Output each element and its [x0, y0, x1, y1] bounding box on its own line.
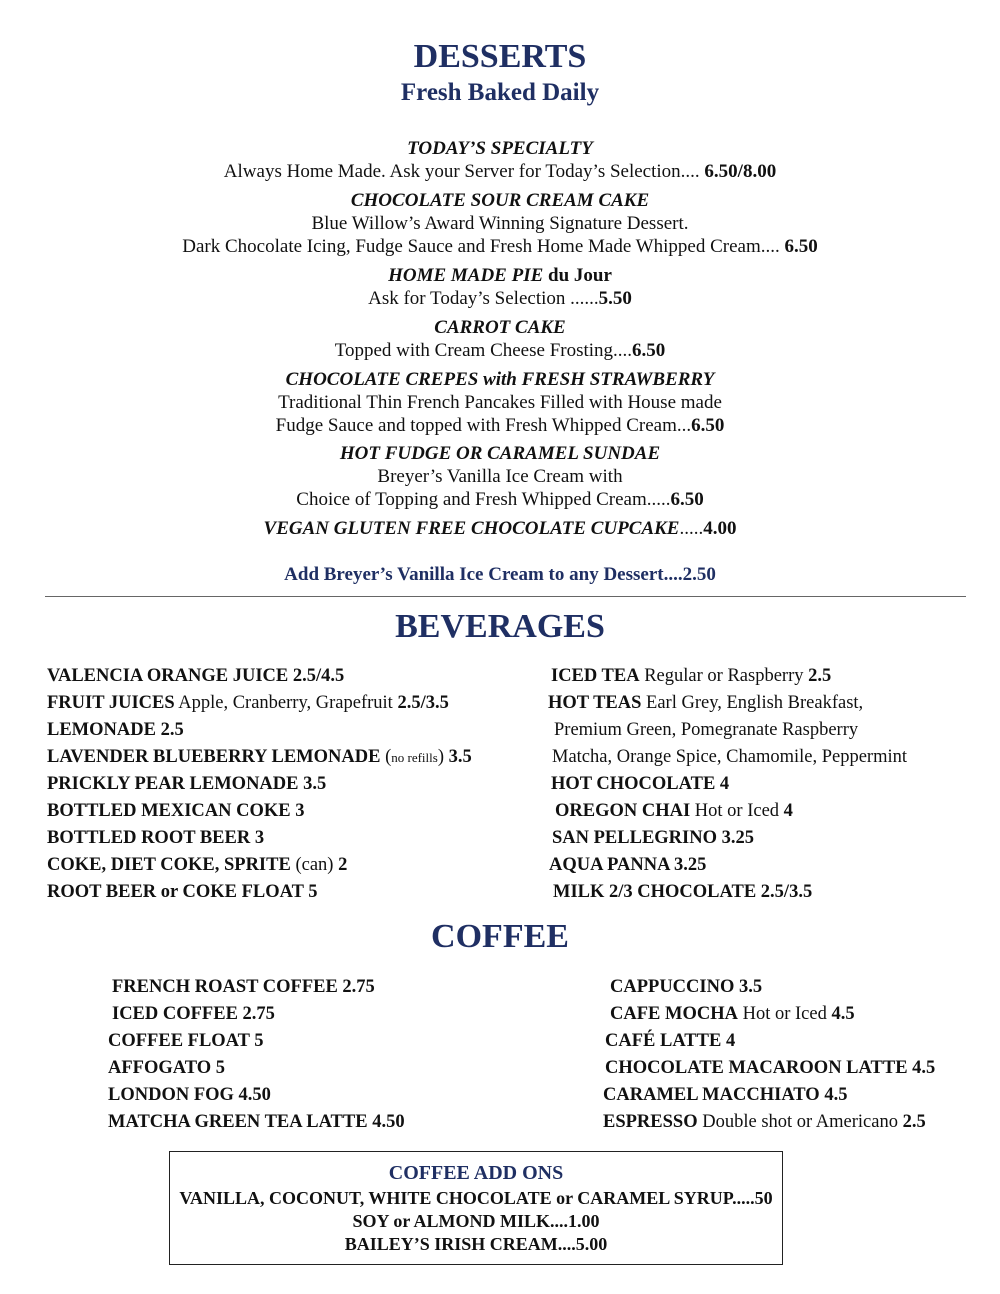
beverage-item: AQUA PANNA 3.25: [549, 855, 707, 875]
beverage-item: ICED TEA Regular or Raspberry 2.5: [551, 666, 832, 686]
beverage-item: Matcha, Orange Spice, Chamomile, Peppermint: [552, 747, 908, 767]
beverage-item: Premium Green, Pomegranate Raspberry: [554, 720, 859, 740]
coffee-item: CAFÉ LATTE 4: [605, 1031, 736, 1051]
desserts-subtitle: Fresh Baked Daily: [400, 79, 600, 106]
coffee-addon-line: BAILEY’S IRISH CREAM....5.00: [344, 1234, 608, 1254]
beverage-item: HOT CHOCOLATE 4: [551, 774, 730, 794]
coffee-addon-line: VANILLA, COCONUT, WHITE CHOCOLATE or CARAMEL SYRUP.....50: [179, 1188, 773, 1208]
dessert-description: Blue Willow’s Award Winning Signature Dessert.: [311, 213, 689, 234]
dessert-description: Fudge Sauce and topped with Fresh Whipped Cream...6.50: [275, 415, 725, 436]
ice-cream-addon-note: Add Breyer’s Vanilla Ice Cream to any Dessert....2.50: [284, 564, 716, 585]
dessert-name: TODAY’S SPECIALTY: [407, 138, 593, 159]
coffee-item: FRENCH ROAST COFFEE 2.75: [112, 977, 375, 997]
dessert-name: CARROT CAKE: [434, 317, 566, 338]
beverage-item: ROOT BEER or COKE FLOAT 5: [47, 882, 318, 902]
coffee-item: MATCHA GREEN TEA LATTE 4.50: [108, 1112, 405, 1132]
beverage-item: OREGON CHAI Hot or Iced 4: [555, 801, 793, 821]
coffee-item: ICED COFFEE 2.75: [112, 1004, 275, 1024]
coffee-item: CHOCOLATE MACAROON LATTE 4.5: [605, 1058, 936, 1078]
dessert-description: Breyer’s Vanilla Ice Cream with: [377, 466, 623, 487]
coffee-item: CAFE MOCHA Hot or Iced 4.5: [610, 1004, 855, 1024]
coffee-item: LONDON FOG 4.50: [108, 1085, 271, 1105]
dessert-description: Ask for Today’s Selection ......5.50: [368, 288, 632, 309]
section-divider: [45, 596, 966, 597]
coffee-item: CARAMEL MACCHIATO 4.5: [603, 1085, 848, 1105]
dessert-description: Dark Chocolate Icing, Fudge Sauce and Fresh Home Made Whipped Cream.... 6.50: [182, 236, 818, 257]
desserts-title: DESSERTS: [413, 38, 587, 75]
beverage-item: VALENCIA ORANGE JUICE 2.5/4.5: [47, 666, 345, 686]
beverage-item: HOT TEAS Earl Grey, English Breakfast,: [548, 693, 864, 713]
dessert-name: HOME MADE PIE du Jour: [388, 265, 612, 286]
beverage-item: BOTTLED ROOT BEER 3: [47, 828, 265, 848]
beverage-item: FRUIT JUICES Apple, Cranberry, Grapefruit 2.5/3.5: [47, 693, 449, 713]
beverage-item: LAVENDER BLUEBERRY LEMONADE (no refills) 3.5: [47, 747, 472, 767]
beverage-item: BOTTLED MEXICAN COKE 3: [47, 801, 305, 821]
coffee-item: COFFEE FLOAT 5: [108, 1031, 264, 1051]
beverages-title: BEVERAGES: [395, 608, 605, 645]
coffee-item: CAPPUCCINO 3.5: [610, 977, 763, 997]
beverage-item: COKE, DIET COKE, SPRITE (can) 2: [47, 855, 348, 875]
dessert-name: VEGAN GLUTEN FREE CHOCOLATE CUPCAKE.....4.00: [263, 518, 737, 539]
dessert-name: HOT FUDGE OR CARAMEL SUNDAE: [339, 443, 661, 464]
beverage-item: SAN PELLEGRINO 3.25: [552, 828, 754, 848]
dessert-name: CHOCOLATE CREPES with FRESH STRAWBERRY: [285, 369, 715, 390]
dessert-description: Traditional Thin French Pancakes Filled with House made: [278, 392, 722, 413]
beverage-item: MILK 2/3 CHOCOLATE 2.5/3.5: [553, 882, 813, 902]
dessert-description: Choice of Topping and Fresh Whipped Cream.....6.50: [296, 489, 704, 510]
dessert-description: Topped with Cream Cheese Frosting....6.50: [334, 340, 666, 361]
beverage-item: PRICKLY PEAR LEMONADE 3.5: [47, 774, 327, 794]
coffee-item: ESPRESSO Double shot or Americano 2.5: [603, 1112, 926, 1132]
coffee-item: AFFOGATO 5: [108, 1058, 225, 1078]
coffee-addons-title: COFFEE ADD ONS: [388, 1162, 564, 1184]
coffee-title: COFFEE: [431, 918, 569, 955]
dessert-name: CHOCOLATE SOUR CREAM CAKE: [350, 190, 650, 211]
dessert-description: Always Home Made. Ask your Server for Today’s Selection.... 6.50/8.00: [223, 161, 777, 182]
coffee-addons-box: [169, 1151, 783, 1265]
coffee-addon-line: SOY or ALMOND MILK....1.00: [352, 1211, 600, 1231]
beverage-item: LEMONADE 2.5: [47, 720, 184, 740]
